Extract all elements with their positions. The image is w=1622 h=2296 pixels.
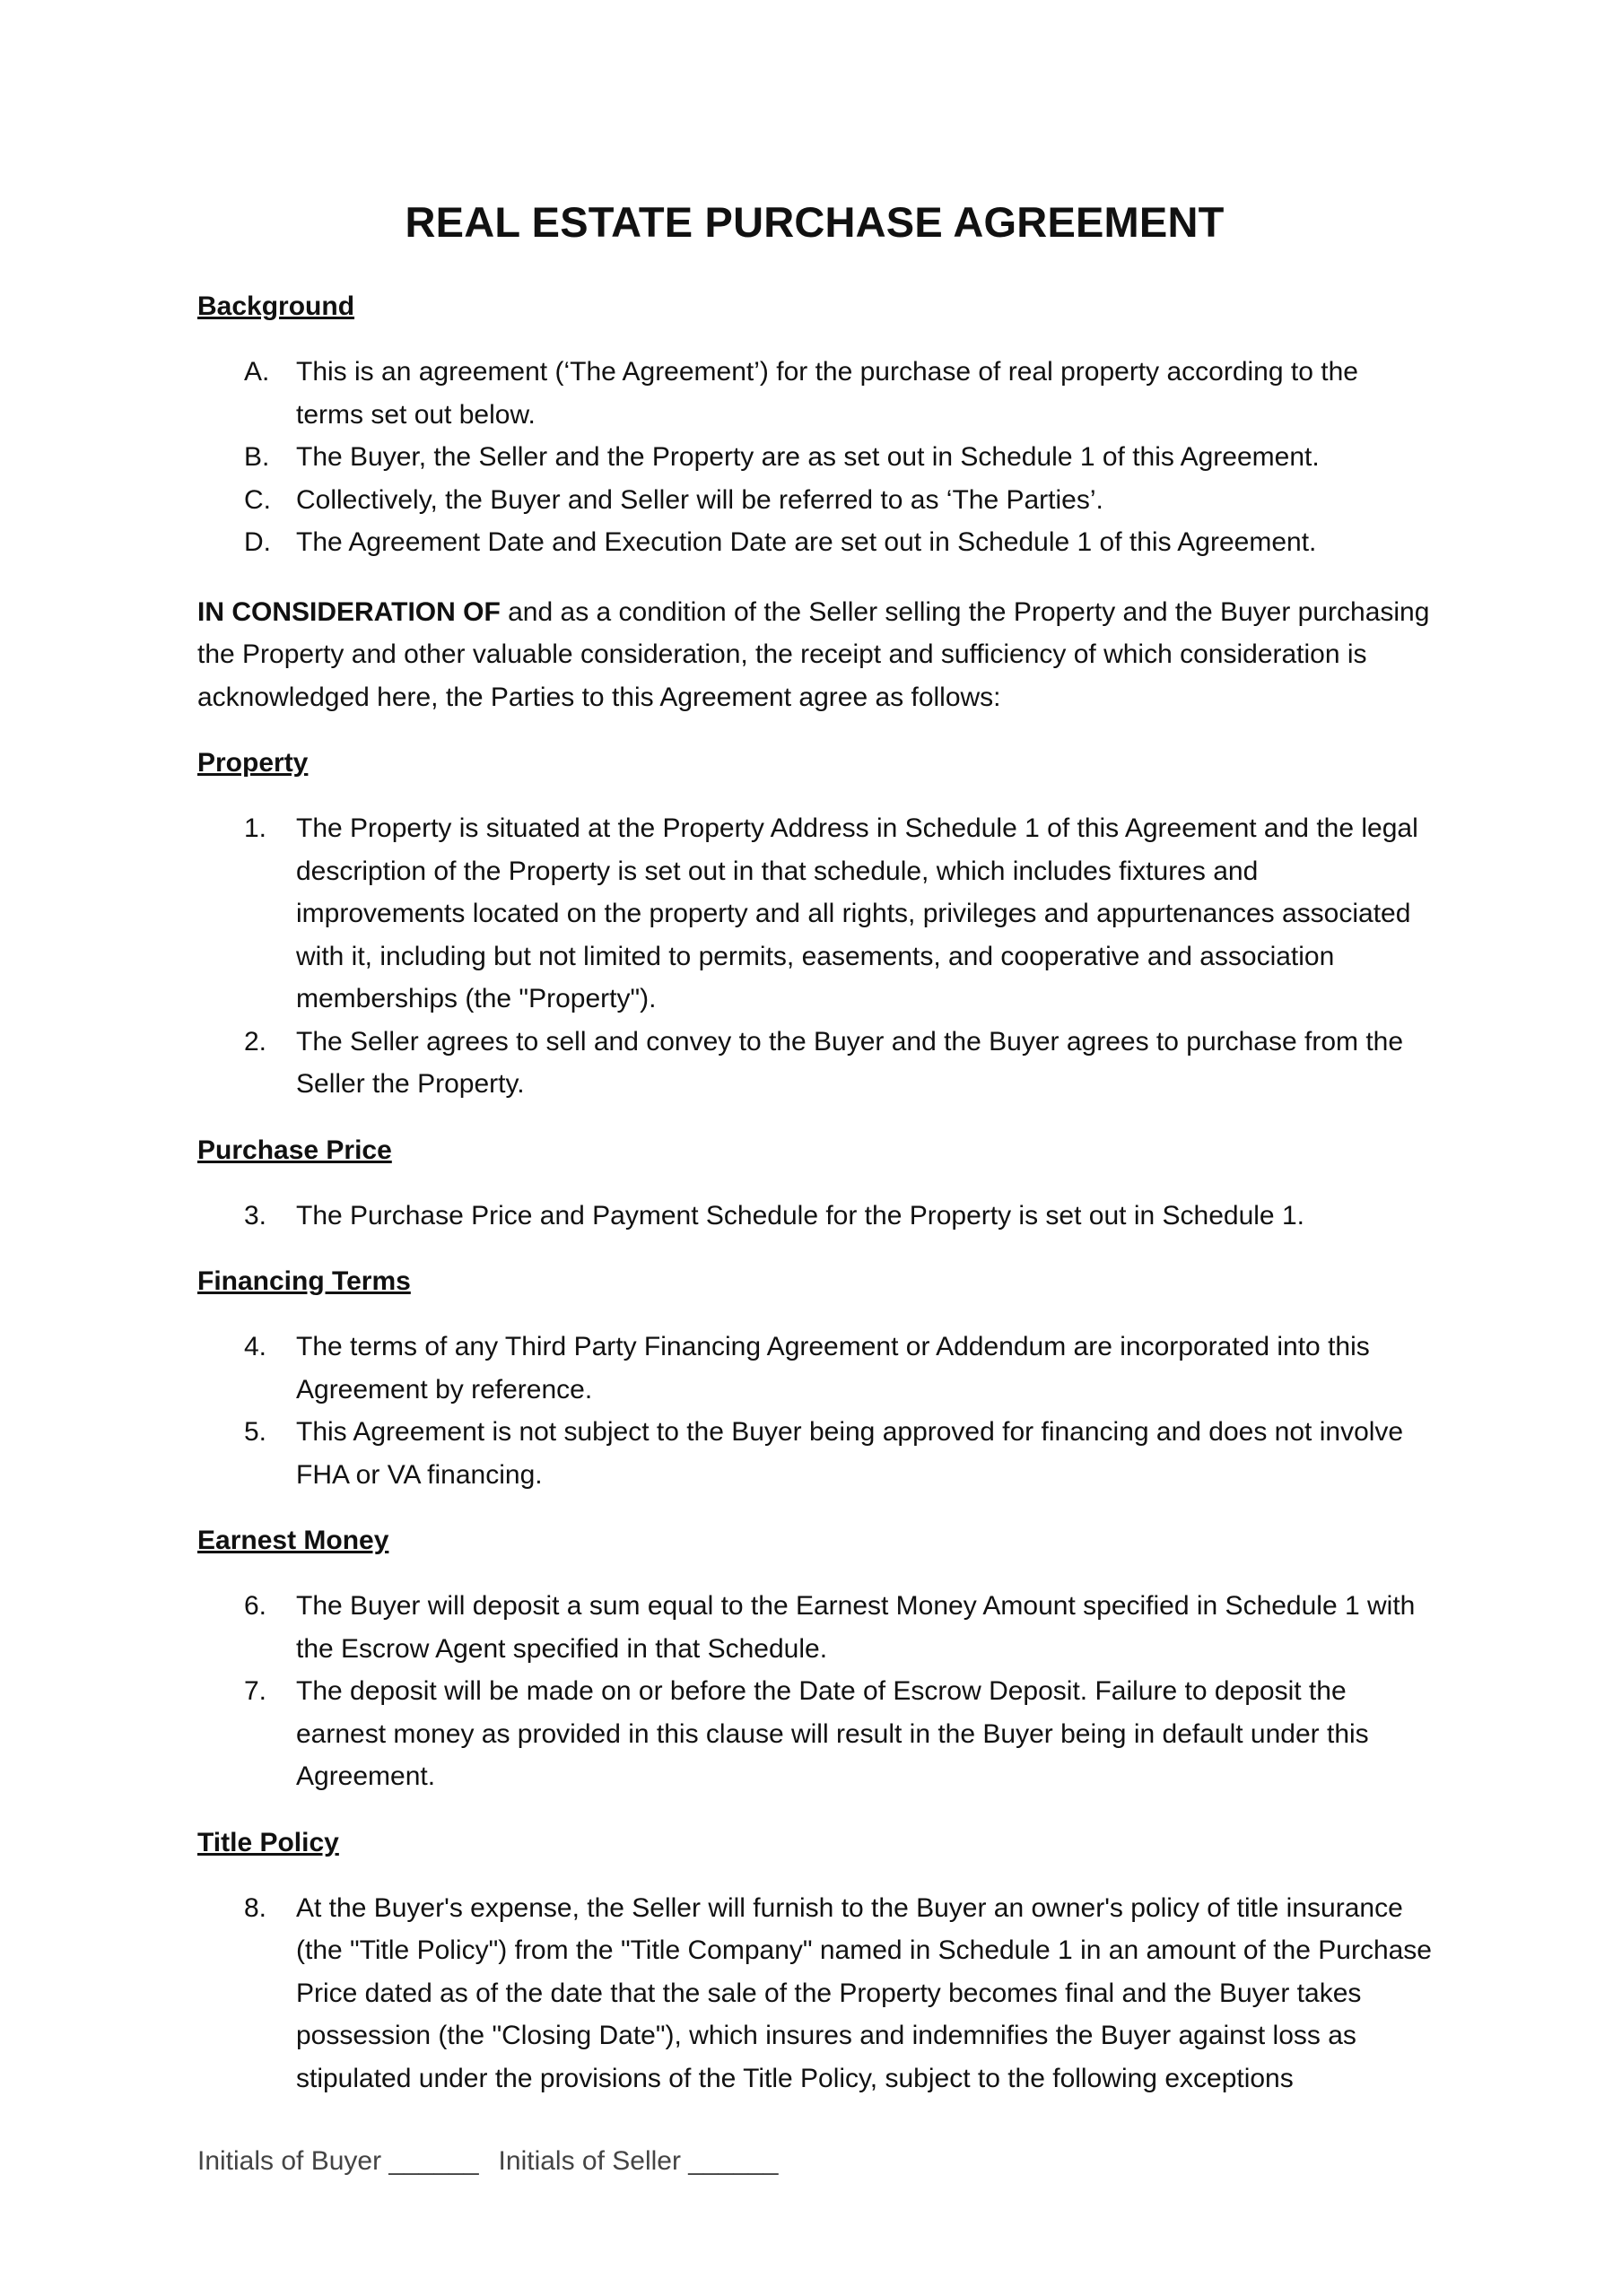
list-marker: 5. bbox=[244, 1417, 267, 1448]
consideration-paragraph bbox=[197, 591, 1432, 719]
list-marker: 1. bbox=[244, 813, 267, 844]
list-item bbox=[197, 807, 1432, 1021]
document-title: REAL ESTATE PURCHASE AGREEMENT bbox=[405, 198, 1225, 246]
list-item bbox=[197, 521, 1432, 564]
title-policy-list bbox=[197, 1887, 1432, 2100]
list-marker: C. bbox=[244, 484, 271, 515]
list-marker: 2. bbox=[244, 1026, 267, 1057]
section-heading-financing-terms: Financing Terms bbox=[197, 1266, 411, 1297]
section-heading-earnest-money: Earnest Money bbox=[197, 1526, 389, 1556]
list-marker: 3. bbox=[244, 1200, 267, 1231]
list-marker: D. bbox=[244, 527, 271, 558]
earnest-money-list bbox=[197, 1585, 1432, 1798]
list-item bbox=[197, 1670, 1432, 1798]
list-item-text: This is an agreement (‘The Agreement’) for the purchase of real property according to the terms set out below. bbox=[296, 357, 1358, 430]
seller-initials: Initials of Seller ______ bbox=[498, 2146, 779, 2176]
list-item bbox=[197, 1195, 1432, 1238]
list-item-text: The Agreement Date and Execution Date are set out in Schedule 1 of this Agreement. bbox=[296, 527, 1317, 558]
list-marker: B. bbox=[244, 442, 270, 473]
list-item-text: The Purchase Price and Payment Schedule for the Property is set out in Schedule 1. bbox=[296, 1200, 1304, 1231]
list-marker: 7. bbox=[244, 1676, 267, 1707]
list-marker: A. bbox=[244, 357, 270, 387]
list-item-text: The Seller agrees to sell and convey to the Buyer and the Buyer agrees to purchase from the Seller the Property. bbox=[296, 1026, 1404, 1100]
buyer-initials: Initials of Buyer ______ bbox=[197, 2146, 479, 2176]
section-heading-purchase-price: Purchase Price bbox=[197, 1135, 392, 1165]
list-item bbox=[197, 1021, 1432, 1106]
initials-footer bbox=[197, 2144, 778, 2179]
list-marker: 4. bbox=[244, 1332, 267, 1362]
list-marker: 8. bbox=[244, 1892, 267, 1923]
consideration-lead: IN CONSIDERATION OF bbox=[197, 596, 501, 627]
list-item bbox=[197, 1326, 1432, 1411]
list-item bbox=[197, 1585, 1432, 1670]
list-item-text: The deposit will be made on or before the Date of Escrow Deposit. Failure to deposit the earnest money as provided in this clause will result in the Buyer being in default under this Agreement. bbox=[296, 1676, 1369, 1792]
list-item bbox=[197, 436, 1432, 479]
list-item-text: The Buyer will deposit a sum equal to the Earnest Money Amount specified in Schedule 1 with the Escrow Agent specified in that Schedule. bbox=[296, 1591, 1416, 1664]
section-heading-background: Background bbox=[197, 291, 355, 322]
background-list bbox=[197, 351, 1432, 564]
section-heading-title-policy: Title Policy bbox=[197, 1827, 339, 1857]
property-list bbox=[197, 807, 1432, 1106]
list-item bbox=[197, 1887, 1432, 2100]
section-heading-property: Property bbox=[197, 748, 309, 778]
list-item-text: The Property is situated at the Property Address in Schedule 1 of this Agreement and the legal description of the Property is set out in that schedule, which includes fixtures and improvements located on the property and all rights, privileges and appurtenances associated with it, including but not limited to permits, easements, and cooperative and association memberships (the "Property"). bbox=[296, 813, 1418, 1014]
financing-list bbox=[197, 1326, 1432, 1496]
list-item bbox=[197, 1411, 1432, 1496]
list-item bbox=[197, 479, 1432, 522]
list-marker: 6. bbox=[244, 1591, 267, 1622]
list-item bbox=[197, 351, 1432, 436]
list-item-text: This Agreement is not subject to the Buyer being approved for financing and does not involve FHA or VA financing. bbox=[296, 1417, 1404, 1490]
list-item-text: Collectively, the Buyer and Seller will be referred to as ‘The Parties’. bbox=[296, 484, 1103, 515]
list-item-text: The terms of any Third Party Financing Agreement or Addendum are incorporated into this Agreement by reference. bbox=[296, 1332, 1370, 1405]
purchase-price-list bbox=[197, 1195, 1432, 1238]
consideration-text: and as a condition of the Seller selling the Property and the Buyer purchasing the Property and other valuable consideration, the receipt and sufficiency of which consideration is acknowledged here, the Parties to this Agreement agree as follows: bbox=[197, 596, 1430, 712]
list-item-text: The Buyer, the Seller and the Property are as set out in Schedule 1 of this Agreement. bbox=[296, 442, 1320, 473]
list-item-text: At the Buyer's expense, the Seller will furnish to the Buyer an owner's policy of title insurance (the "Title Policy") from the "Title Company" named in Schedule 1 in an amount of the Purchase Price dated as of the date that the sale of the Property becomes final and the Buyer takes possession (the "Closing Date"), which insures and indemnifies the Buyer against loss as stipulated under the provisions of the Title Policy, subject to the following exceptions bbox=[296, 1892, 1432, 2093]
